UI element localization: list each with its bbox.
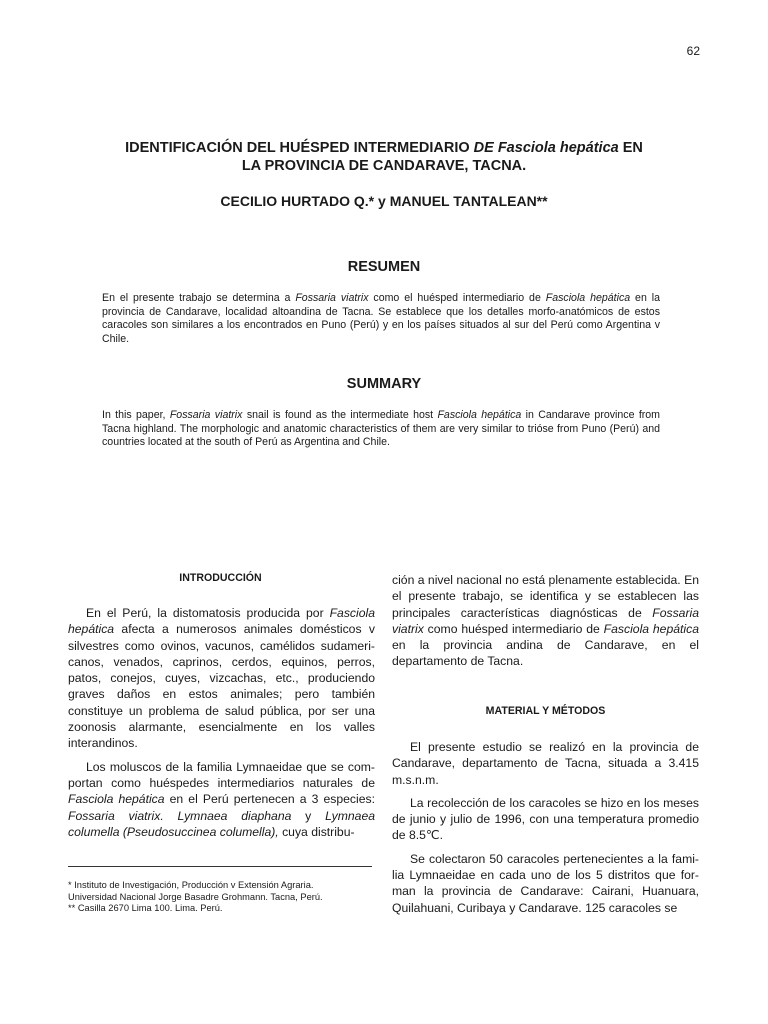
- right-column-intro: [392, 572, 699, 670]
- footnote-divider: [68, 866, 372, 867]
- summary-heading: SUMMARY: [346, 376, 422, 392]
- resumen-text: En el presente trabajo se determina a Fossaria viatrix como el huésped intermediario de Fasciola hepática en la provincia de Candarave, localidad altoandina de Tacna. Se establece que los detalles morfo-anatómicos de estos caracoles son similares a los encontrados en Puno (Perú) y en los países situados al sur del Perú como Argentina v Chile.: [102, 292, 660, 345]
- intro-paragraph-1: En el Perú, la distomatosis producida por Fasciola hepática afecta a numerosos animales domésticos v silvestres como ovinos, vacunos, camélidos sudameri-canos, venados, caprinos, cerdos, equinos, perros, patos, conejos, cuyes, vizcachas, etc., produciendo graves daños en estos animales; pero también constituye un problema de salud pública, por ser una zoonosis alarmante, esencialmente en los valles interandinos.: [68, 606, 375, 751]
- material-metodos-heading: MATERIAL Y MÉTODOS: [485, 705, 606, 717]
- intro-paragraph-2: Los moluscos de la familia Lymnaeidae que se com-portan como huéspedes intermediarios naturales de Fasciola hepática en el Perú pertenecen a 3 especies: Fossaria viatrix. Lymnaea diaphana y Lymnaea columella (Pseudosuccinea columella), cuya distribu-: [68, 759, 375, 839]
- intro-paragraph-3: ción a nivel nacional no está plenamente establecida. En el presente trabajo, se identifica y se establecen las principales características diagnósticas de Fossaria viatrix como huésped intermediario de Fasciola hepática en la provincia andina de Candarave, en el departamento de Tacna.: [392, 573, 699, 669]
- page-number: 62: [686, 44, 700, 58]
- resumen-heading: RESUMEN: [347, 259, 421, 275]
- methods-paragraph-2: La recolección de los caracoles se hizo en los meses de junio y julio de 1996, con una temperatura promedio de 8.5℃.: [392, 795, 699, 843]
- authors: CECILIO HURTADO Q.* y MANUEL TANTALEAN**: [220, 193, 548, 209]
- footnote-1: * Instituto de Investigación, Producción v Extensión Agraria.: [68, 880, 314, 890]
- title-line-2: LA PROVINCIA DE CANDARAVE, TACNA.: [241, 158, 527, 174]
- paper-title: [80, 139, 688, 175]
- footnote-3: ** Casilla 2670 Lima 100. Lima. Perú.: [68, 903, 223, 914]
- summary-text: In this paper, Fossaria viatrix snail is found as the intermediate host Fasciola hepática in Candarave province from Tacna highland. The morphologic and anatomic characteristics of them are very similar to trióse from Puno (Perú) and countries located at the south of Perú as Argentina and Chile.: [102, 409, 661, 448]
- introduccion-heading: INTRODUCCIÓN: [179, 572, 262, 584]
- footnotes: [68, 880, 378, 915]
- methods-paragraph-3: Se colectaron 50 caracoles pertenecientes a la fami-lia Lymnaeidae en cada uno de los 5 distritos que for-man la provincia de Candarave: Cairani, Huanuara, Quilahuani, Curibaya y Candarave. 125 caracoles se: [392, 851, 699, 915]
- left-column: [68, 605, 375, 840]
- footnote-2: Universidad Nacional Jorge Basadre Grohmann. Tacna, Perú.: [68, 891, 323, 902]
- title-line-1: IDENTIFICACIÓN DEL HUÉSPED INTERMEDIARIO DE Fasciola hepática EN: [125, 140, 643, 156]
- methods-paragraph-1: El presente estudio se realizó en la provincia de Candarave, departamento de Tacna, situada a 3.415 m.s.n.m.: [392, 740, 699, 787]
- right-column-methods: [392, 739, 699, 916]
